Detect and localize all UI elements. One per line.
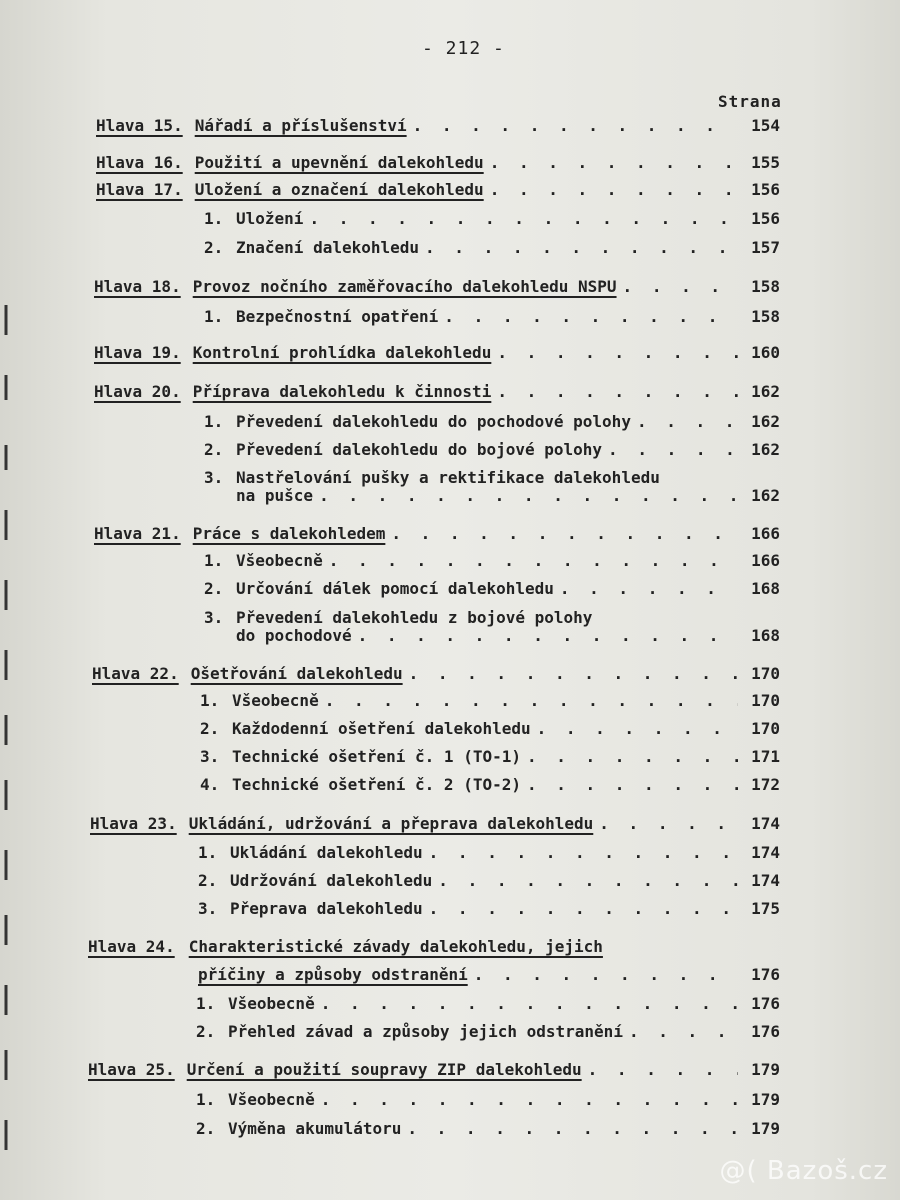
section-number: 2. — [196, 1119, 216, 1138]
section-title: Nastřelování pušky a rektifikace dalekohledu — [236, 468, 660, 487]
page-ref: 166 — [751, 524, 780, 543]
section-title: Uložení — [236, 209, 304, 228]
section-number: 2. — [198, 871, 218, 890]
chapter-title: Použití a upevnění dalekohledu — [194, 153, 484, 172]
page-ref: 174 — [751, 871, 780, 890]
chapter-title: Provoz nočního zaměřovacího dalekohledu NSPU — [192, 277, 617, 296]
binding-hole-marks — [0, 0, 18, 1200]
page-ref: 168 — [751, 579, 780, 598]
dot-leader — [407, 1119, 738, 1138]
section-number: 3. — [198, 899, 218, 918]
section-title-continued: na pušce — [236, 486, 314, 505]
page-ref: 179 — [751, 1119, 780, 1138]
section-number: 1. — [200, 691, 220, 710]
section-title: Všeobecně — [232, 691, 319, 710]
section-title: Všeobecně — [236, 551, 323, 570]
section-number: 2. — [196, 1022, 216, 1041]
section-number: 3. — [204, 468, 224, 487]
section-number: 2. — [204, 440, 224, 459]
dot-leader — [429, 843, 738, 862]
chapter-label: Hlava 16. — [96, 153, 183, 172]
section-title: Technické ošetření č. 2 (TO-2) — [232, 775, 521, 794]
chapter-title: Ošetřování dalekohledu — [190, 664, 403, 683]
dot-leader — [623, 277, 738, 296]
dot-leader — [444, 307, 738, 326]
page-ref: 162 — [751, 486, 780, 505]
toc-chapter-line — [94, 343, 780, 367]
page-ref: 179 — [751, 1060, 780, 1079]
section-number: 4. — [200, 775, 220, 794]
chapter-title-continued: příčiny a způsoby odstranění — [198, 965, 468, 984]
chapter-label: Hlava 22. — [92, 664, 179, 683]
page-number: - 212 - — [422, 38, 505, 59]
chapter-title: Příprava dalekohledu k činnosti — [192, 382, 492, 401]
chapter-label: Hlava 19. — [94, 343, 181, 362]
page-ref: 176 — [751, 965, 780, 984]
watermark: @( Bazoš.cz — [719, 1156, 888, 1186]
page-ref: 158 — [751, 307, 780, 326]
page-ref: 171 — [751, 747, 780, 766]
dot-leader — [329, 551, 738, 570]
dot-leader — [608, 440, 738, 459]
page-ref: 166 — [751, 551, 780, 570]
toc-chapter-line — [94, 382, 780, 406]
dot-leader — [358, 626, 738, 645]
page-ref: 176 — [751, 994, 780, 1013]
toc-chapter-line — [94, 524, 780, 548]
toc-chapter-line — [92, 664, 780, 688]
chapter-title: Práce s dalekohledem — [192, 524, 386, 543]
dot-leader — [438, 871, 738, 890]
chapter-title: Ukládání, udržování a přeprava dalekohledu — [188, 814, 594, 833]
dot-leader — [599, 814, 738, 833]
section-title-continued: do pochodové — [236, 626, 352, 645]
toc-section-line — [200, 747, 780, 771]
section-number: 2. — [200, 719, 220, 738]
page-ref: 168 — [751, 626, 780, 645]
section-number: 1. — [204, 412, 224, 431]
toc-section-line — [204, 307, 780, 331]
toc-section-line — [204, 551, 780, 575]
page-ref: 154 — [751, 116, 780, 135]
page-ref: 162 — [751, 382, 780, 401]
toc-section-line — [200, 719, 780, 743]
toc-section-line — [198, 843, 780, 867]
toc-section-line — [204, 579, 780, 603]
section-number: 1. — [198, 843, 218, 862]
dot-leader — [629, 1022, 738, 1041]
dot-leader — [409, 664, 738, 683]
page-ref: 156 — [751, 209, 780, 228]
dot-leader — [391, 524, 738, 543]
section-title: Všeobecně — [228, 994, 315, 1013]
section-title: Technické ošetření č. 1 (TO-1) — [232, 747, 521, 766]
toc-section-line — [204, 440, 780, 464]
page-ref: 179 — [751, 1090, 780, 1109]
section-title: Bezpečnostní opatření — [236, 307, 439, 326]
section-number: 1. — [204, 307, 224, 326]
dot-leader — [429, 899, 738, 918]
section-title: Udržování dalekohledu — [230, 871, 433, 890]
dot-leader — [321, 1090, 738, 1109]
page-ref: 172 — [751, 775, 780, 794]
page-ref: 174 — [751, 814, 780, 833]
section-number: 1. — [196, 1090, 216, 1109]
page-ref: 157 — [751, 238, 780, 257]
chapter-label: Hlava 17. — [96, 180, 183, 199]
chapter-label: Hlava 23. — [90, 814, 177, 833]
page-ref: 162 — [751, 440, 780, 459]
page-ref: 156 — [751, 180, 780, 199]
page-column-header: Strana — [718, 92, 782, 111]
section-title: Přeprava dalekohledu — [230, 899, 423, 918]
dot-leader — [319, 486, 738, 505]
toc-section-line — [196, 1022, 780, 1046]
chapter-title: Kontrolní prohlídka dalekohledu — [192, 343, 492, 362]
toc-section-line — [196, 1119, 780, 1143]
section-title: Převedení dalekohledu do bojové polohy — [236, 440, 603, 459]
chapter-title: Určení a použití soupravy ZIP dalekohledu — [186, 1060, 582, 1079]
page-ref: 170 — [751, 664, 780, 683]
section-title: Každodenní ošetření dalekohledu — [232, 719, 531, 738]
dot-leader — [490, 153, 738, 172]
toc-section-line-continued — [236, 486, 780, 510]
page-ref: 162 — [751, 412, 780, 431]
dot-leader — [560, 579, 738, 598]
toc-chapter-line — [88, 937, 780, 961]
toc-chapter-line — [90, 814, 780, 838]
dot-leader — [325, 691, 738, 710]
toc-chapter-line-continued — [198, 965, 780, 989]
toc-section-line — [204, 209, 780, 233]
section-title: Všeobecně — [228, 1090, 315, 1109]
page-ref: 170 — [751, 691, 780, 710]
toc-section-line — [204, 238, 780, 262]
chapter-title: Nářadí a příslušenství — [194, 116, 407, 135]
chapter-label: Hlava 20. — [94, 382, 181, 401]
dot-leader — [309, 209, 738, 228]
dot-leader — [321, 994, 738, 1013]
dot-leader — [527, 775, 738, 794]
toc-chapter-line — [96, 153, 780, 177]
chapter-title: Uložení a označení dalekohledu — [194, 180, 484, 199]
toc-section-line — [200, 691, 780, 715]
dot-leader — [474, 965, 738, 984]
page-ref: 176 — [751, 1022, 780, 1041]
page-ref: 175 — [751, 899, 780, 918]
page-ref: 160 — [751, 343, 780, 362]
toc-section-line — [198, 899, 780, 923]
dot-leader — [527, 747, 738, 766]
section-title: Určování dálek pomocí dalekohledu — [236, 579, 554, 598]
section-title: Značení dalekohledu — [236, 238, 420, 257]
section-number: 1. — [204, 551, 224, 570]
toc-section-line — [196, 1090, 780, 1114]
toc-section-line — [196, 994, 780, 1018]
section-title: Ukládání dalekohledu — [230, 843, 423, 862]
page-ref: 158 — [751, 277, 780, 296]
dot-leader — [637, 412, 738, 431]
chapter-label: Hlava 25. — [88, 1060, 175, 1079]
toc-chapter-line — [96, 180, 780, 204]
chapter-label: Hlava 18. — [94, 277, 181, 296]
section-number: 1. — [204, 209, 224, 228]
dot-leader — [413, 116, 738, 135]
chapter-title: Charakteristické závady dalekohledu, jejich — [188, 937, 603, 956]
section-number: 3. — [204, 608, 224, 627]
toc-section-line — [200, 775, 780, 799]
section-title: Převedení dalekohledu do pochodové polohy — [236, 412, 631, 431]
section-number: 1. — [196, 994, 216, 1013]
section-number: 2. — [204, 238, 224, 257]
section-title: Výměna akumulátoru — [228, 1119, 402, 1138]
dot-leader — [588, 1060, 738, 1079]
toc-section-line — [198, 871, 780, 895]
section-title: Přehled závad a způsoby jejich odstranění — [228, 1022, 623, 1041]
chapter-label: Hlava 24. — [88, 937, 175, 956]
section-title: Převedení dalekohledu z bojové polohy — [236, 608, 593, 627]
toc-chapter-line — [94, 277, 780, 301]
dot-leader — [490, 180, 738, 199]
toc-section-line-continued — [236, 626, 780, 650]
toc-section-line — [204, 412, 780, 436]
dot-leader — [497, 382, 738, 401]
section-number: 3. — [200, 747, 220, 766]
dot-leader — [537, 719, 738, 738]
page-ref: 170 — [751, 719, 780, 738]
dot-leader — [497, 343, 738, 362]
section-number: 2. — [204, 579, 224, 598]
toc-chapter-line — [88, 1060, 780, 1084]
dot-leader — [425, 238, 738, 257]
page-ref: 155 — [751, 153, 780, 172]
toc-chapter-line — [96, 116, 780, 140]
page-ref: 174 — [751, 843, 780, 862]
chapter-label: Hlava 21. — [94, 524, 181, 543]
chapter-label: Hlava 15. — [96, 116, 183, 135]
